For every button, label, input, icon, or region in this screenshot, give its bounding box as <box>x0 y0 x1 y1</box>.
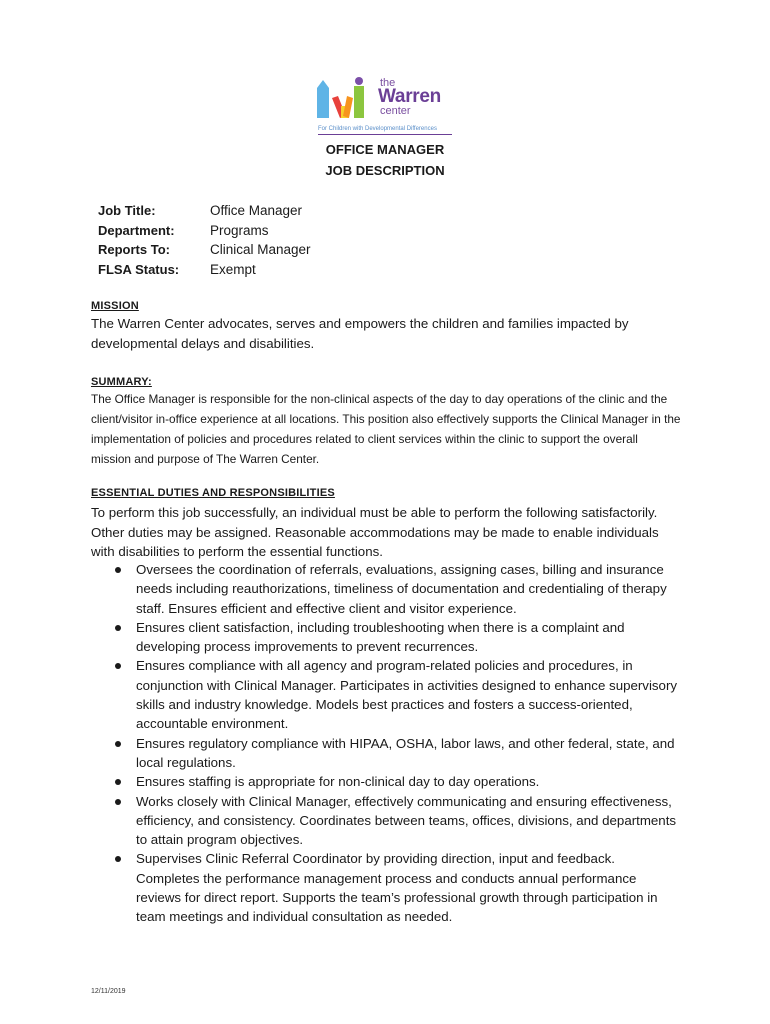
info-value: Clinical Manager <box>210 242 311 258</box>
duties-heading: ESSENTIAL DUTIES AND RESPONSIBILITIES <box>91 487 335 499</box>
document-title: OFFICE MANAGER <box>325 142 445 157</box>
bullet-icon <box>115 741 121 747</box>
list-item <box>112 772 682 791</box>
bullet-icon <box>115 663 121 669</box>
duties-intro: To perform this job successfully, an individual must be able to perform the following satisfactorily. Other duties may be assigned. Reasonable accommodations may be made to enable individuals with disabilities to perform the essential functions. <box>91 505 659 559</box>
logo-tagline: For Children with Developmental Differences <box>318 126 437 132</box>
duty-text: Works closely with Clinical Manager, effectively communicating and ensuring effectiveness, efficiency, and consistency. Coordinates between teams, offices, divisions, and departments to attain program objectives. <box>136 793 677 848</box>
info-row-flsa-status <box>98 260 311 280</box>
info-row-job-title <box>98 201 311 221</box>
logo-text-the: the <box>380 77 396 89</box>
logo-underline <box>318 134 452 135</box>
info-label: Job Title: <box>98 203 156 219</box>
duty-text: Supervises Clinic Referral Coordinator by providing direction, input and feedback. Completes the performance management process and conducts annual performance reviews for direct report. Supports the team’s professional growth through participation in team meetings and individual consultation as needed. <box>136 851 658 925</box>
list-item <box>112 734 682 773</box>
info-row-department <box>98 221 311 241</box>
duty-text: Oversees the coordination of referrals, evaluations, assigning cases, billing and insurance needs including reauthorizations, timeliness of documentation and credentialing of therapy staff. Ensures efficient and effective client and visitor experience. <box>136 562 667 616</box>
mission-text: The Warren Center advocates, serves and empowers the children and families impacted by developmental delays and disabilities. <box>91 316 629 351</box>
logo-blocks-icon <box>316 76 376 124</box>
info-value: Office Manager <box>210 203 303 219</box>
footer-date: 12/11/2019 <box>91 988 126 995</box>
duty-text: Ensures staffing is appropriate for non-clinical day to day operations. <box>136 774 540 790</box>
bullet-icon <box>115 799 121 805</box>
info-value: Programs <box>210 222 269 238</box>
info-value: Exempt <box>210 261 256 277</box>
list-item <box>112 560 682 618</box>
list-item <box>112 618 682 657</box>
bullet-icon <box>115 779 121 785</box>
summary-heading: SUMMARY: <box>91 376 152 388</box>
info-label: Reports To: <box>98 242 170 258</box>
logo-text-warren: Warren <box>378 86 441 107</box>
duty-text: Ensures regulatory compliance with HIPAA, OSHA, labor laws, and other federal, state, and local regulations. <box>136 735 675 770</box>
info-row-reports-to <box>98 240 311 260</box>
info-label: FLSA Status: <box>98 261 180 277</box>
bullet-icon <box>115 856 121 862</box>
list-item <box>112 656 682 733</box>
summary-text: The Office Manager is responsible for the non-clinical aspects of the day to day operations of the clinic and the client/visitor in-office experience at all locations. This position also effectively supports the Clinical Manager in the implementation of policies and procedures related to client services within the clinic to support the overall mission and purpose of The Warren Center. <box>91 392 681 466</box>
document-subtitle: JOB DESCRIPTION <box>325 163 445 178</box>
bullet-icon <box>115 567 121 573</box>
duties-list <box>112 560 682 927</box>
bullet-icon <box>115 625 121 631</box>
duty-text: Ensures client satisfaction, including troubleshooting when there is a complaint and developing process improvements to prevent recurrences. <box>136 619 625 655</box>
logo-text-center: center <box>380 105 411 117</box>
mission-heading: MISSION <box>91 300 139 312</box>
list-item <box>112 792 682 850</box>
info-label: Department: <box>98 222 175 238</box>
list-item <box>112 849 682 926</box>
duty-text: Ensures compliance with all agency and program-related policies and procedures, in conjunction with Clinical Manager. Participates in activities designed to enhance supervisory skills and industry knowledge. Models best practices and fosters a success-oriented, accountable environment. <box>136 658 678 732</box>
warren-center-logo <box>316 76 456 138</box>
job-info-table <box>98 201 311 279</box>
